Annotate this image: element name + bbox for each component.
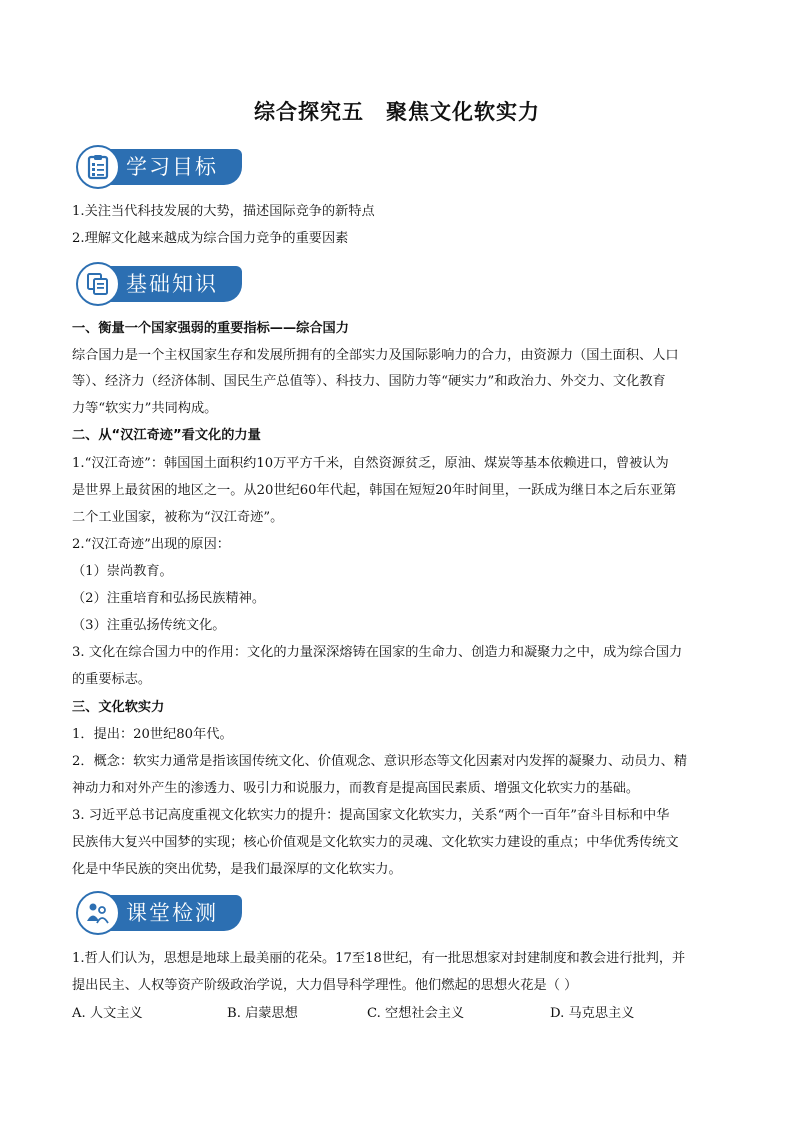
paragraph-line: 化是中华民族的突出优势，是我们最深厚的文化软实力。 [72,862,402,877]
option-d[interactable]: D. 马克思主义 [550,1006,635,1021]
basics-section-badge [76,262,246,306]
paragraph-line: 综合国力是一个主权国家生存和发展所拥有的全部实力及国际影响力的合力，由资源力（国土面积、人口 [72,348,679,363]
goal-item: 2.理解文化越来越成为综合国力竞争的重要因素 [72,231,349,246]
clipboard-icon [76,145,120,189]
option-c[interactable]: C. 空想社会主义 [367,1006,465,1021]
option-a[interactable]: A. 人文主义 [72,1006,143,1021]
paragraph-line: 3. 文化在综合国力中的作用：文化的力量深深熔铸在国家的生命力、创造力和凝聚力之中，成为综合国力 [72,645,683,660]
check-section-label: 课堂检测 [126,901,218,925]
paragraph-line: 的重要标志。 [72,672,152,687]
paragraph-line: 3. 习近平总书记高度重视文化软实力的提升：提高国家文化软实力，关系“两个一百年”奋斗目标和中华 [72,808,670,823]
list-item: （2）注重培育和弘扬民族精神。 [72,591,266,606]
goal-item: 1.关注当代科技发展的大势，描述国际竞争的新特点 [72,204,375,219]
page-title: 综合探究五 聚焦文化软实力 [254,100,540,124]
documents-icon [76,262,120,306]
paragraph-line: 2.“汉江奇迹”出现的原因： [72,537,230,552]
paragraph-line: 是世界上最贫困的地区之一。从20世纪60年代起，韩国在短短20年时间里，一跃成为继日本之后东亚第 [72,483,677,498]
question-line: 1.哲人们认为，思想是地球上最美丽的花朵。17至18世纪，有一批思想家对封建制度和教会进行批判，并 [72,951,686,966]
paragraph-line: 1.“汉江奇迹”：韩国国土面积约10万平方千米，自然资源贫乏，原油、煤炭等基本依赖进口，曾被认为 [72,456,669,471]
basics-section-label: 基础知识 [126,272,218,296]
section-heading: 二、从“汉江奇迹”看文化的力量 [72,428,261,443]
paragraph-line: 二个工业国家，被称为“汉江奇迹”。 [72,510,284,525]
goals-section-badge [76,145,246,189]
section-heading: 三、文化软实力 [72,700,165,715]
option-b[interactable]: B. 启蒙思想 [227,1006,298,1021]
list-item: （3）注重弘扬传统文化。 [72,618,226,633]
people-icon [76,891,120,935]
paragraph-line: 等）、经济力（经济体制、国民生产总值等）、科技力、国防力等“硬实力”和政治力、外交力、文化教育 [72,374,666,389]
section-heading: 一、衡量一个国家强弱的重要指标——综合国力 [72,321,349,336]
paragraph-line: 2．概念：软实力通常是指该国传统文化、价值观念、意识形态等文化因素对内发挥的凝聚力、动员力、精 [72,754,688,769]
paragraph-line: 神动力和对外产生的渗透力、吸引力和说服力，而教育是提高国民素质、增强文化软实力的基础。 [72,781,640,796]
list-item: （1）崇尚教育。 [72,564,173,579]
goals-section-label: 学习目标 [126,155,218,179]
paragraph-line: 1．提出：20世纪80年代。 [72,727,233,742]
paragraph-line: 民族伟大复兴中国梦的实现；核心价值观是文化软实力的灵魂、文化软实力建设的重点；中华优秀传统文 [72,835,679,850]
paragraph-line: 力等“软实力”共同构成。 [72,401,218,416]
question-line: 提出民主、人权等资产阶级政治学说，大力倡导科学理性。他们燃起的思想火花是（ ） [72,978,578,993]
check-section-badge [76,891,246,935]
answer-options [72,1001,732,1027]
